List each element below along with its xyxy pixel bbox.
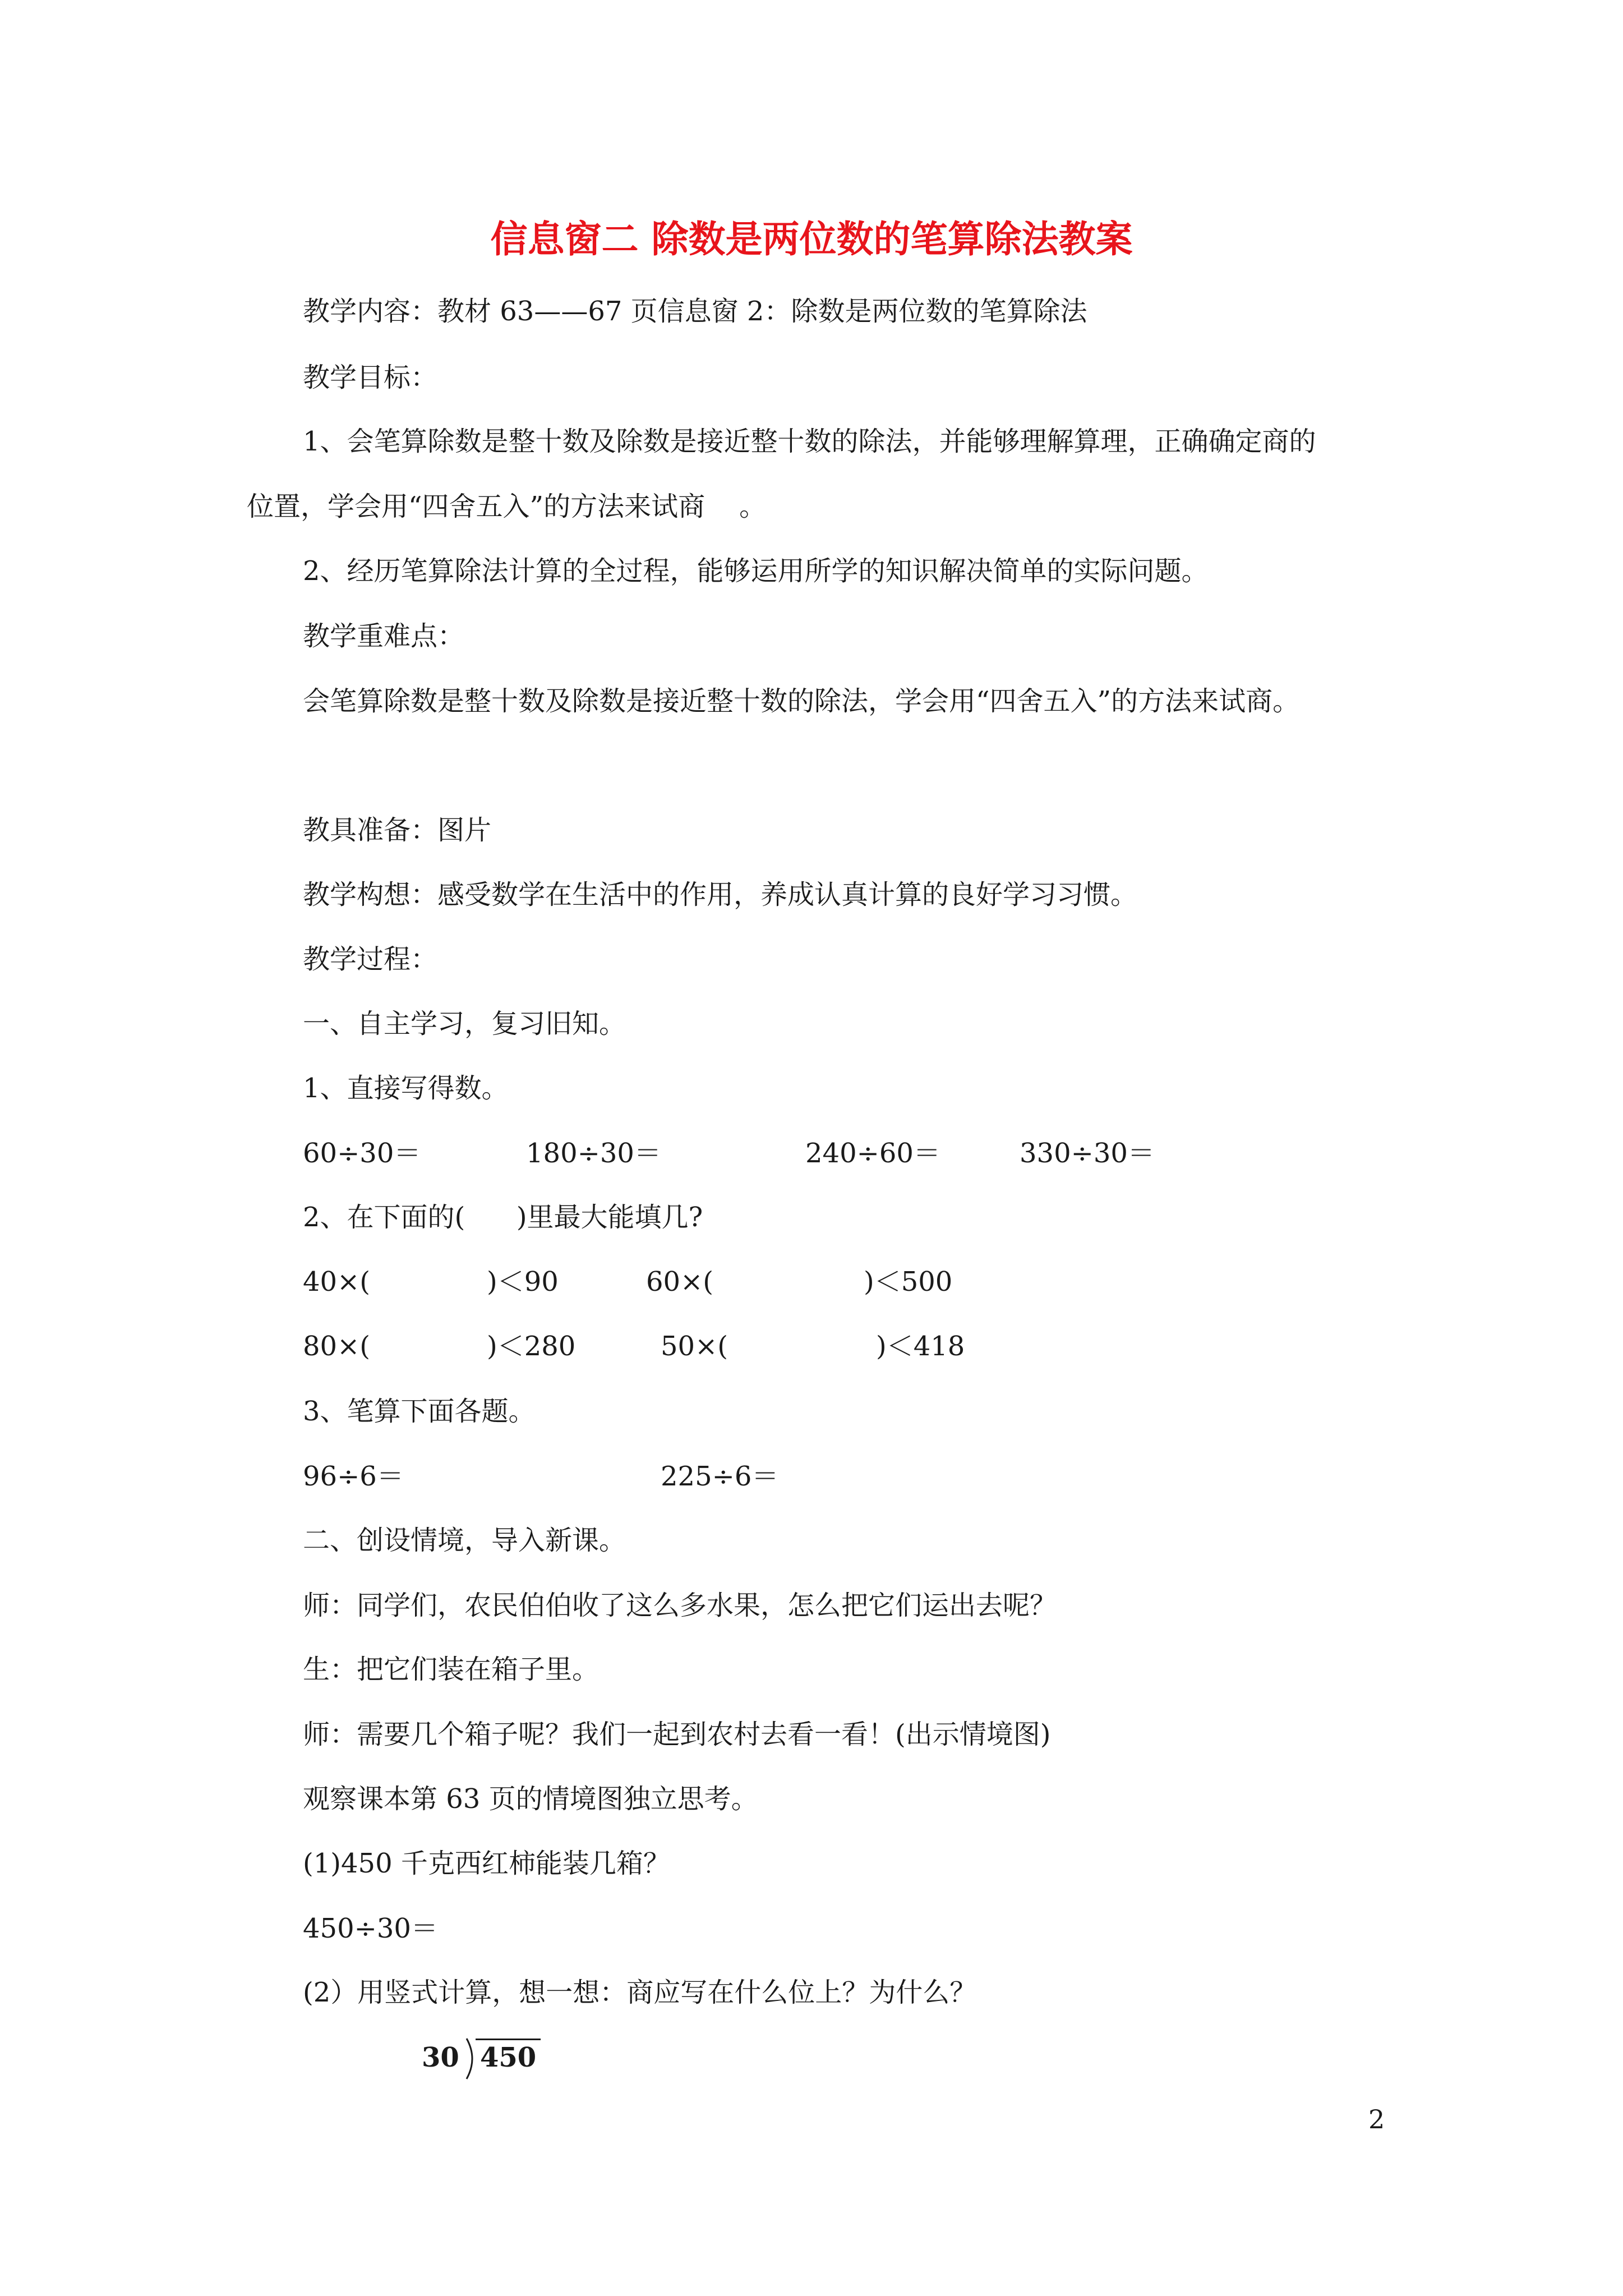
question-2: 2、在下面的( )里最大能填几? (303, 1202, 703, 1233)
teacher-line-2: 师：需要几个箱子呢？我们一起到农村去看一看！(出示情境图) (303, 1719, 1051, 1750)
section-1-heading: 一、自主学习，复习旧知。 (303, 1008, 626, 1039)
question-1: 1、直接写得数。 (303, 1073, 509, 1104)
problem-2: (2）用竖式计算，想一想：商应写在什么位上？为什么？ (303, 1977, 977, 2008)
q1-item: 330÷30＝ (1020, 1138, 1155, 1169)
q2-cell: 50×( (661, 1331, 728, 1362)
long-division (422, 2036, 545, 2081)
q2-cell: )＜90 (487, 1266, 559, 1297)
long-division-bar (476, 2039, 541, 2040)
teacher-line-1: 师：同学们，农民伯伯收了这么多水果，怎么把它们运出去呢？ (303, 1590, 1057, 1621)
goal-heading: 教学目标： (303, 362, 438, 393)
q2-cell: 60×( (646, 1266, 714, 1297)
student-line-1: 生：把它们装在箱子里。 (303, 1654, 600, 1685)
q3-item: 96÷6＝ (303, 1461, 404, 1492)
q1-item: 60÷30＝ (303, 1138, 421, 1169)
document-title: 信息窗二 除数是两位数的笔算除法教案 (490, 218, 1133, 261)
teaching-idea: 教学构想：感受数学在生活中的作用，养成认真计算的良好学习习惯。 (303, 879, 1138, 910)
q1-item: 240÷60＝ (805, 1138, 940, 1169)
goal-2: 2、经历笔算除法计算的全过程，能够运用所学的知识解决简单的实际问题。 (303, 555, 1209, 587)
long-division-bracket (463, 2036, 480, 2081)
teaching-process-heading: 教学过程： (303, 944, 438, 975)
q2-cell: )＜500 (864, 1266, 953, 1297)
q1-item: 180÷30＝ (526, 1138, 661, 1169)
teaching-tools: 教具准备：图片 (303, 815, 492, 846)
teaching-content: 教学内容：教材 63——67 页信息窗 2：除数是两位数的笔算除法 (303, 296, 1087, 327)
key-points-text: 会笔算除数是整十数及除数是接近整十数的除法，学会用“四舍五入”的方法来试商。 (303, 685, 1300, 717)
observe-instruction: 观察课本第 63 页的情境图独立思考。 (303, 1783, 758, 1815)
key-points-heading: 教学重难点： (303, 620, 465, 652)
q2-cell: 40×( (303, 1266, 371, 1297)
problem-1-equation: 450÷30＝ (303, 1913, 438, 1944)
long-division-divisor: 30 (422, 2042, 459, 2073)
goal-1-line-2: 位置，学会用“四舍五入”的方法来试商 。 (247, 491, 767, 522)
q2-cell: 80×( (303, 1331, 371, 1362)
section-2-heading: 二、创设情境，导入新课。 (303, 1525, 626, 1556)
page-number: 2 (1368, 2104, 1385, 2134)
q2-cell: )＜418 (876, 1331, 965, 1362)
problem-1: (1)450 千克西红柿能装几箱？ (303, 1848, 670, 1879)
question-3: 3、笔算下面各题。 (303, 1396, 536, 1427)
q3-item: 225÷6＝ (661, 1461, 779, 1492)
long-division-dividend: 450 (480, 2042, 537, 2073)
q2-cell: )＜280 (487, 1331, 576, 1362)
goal-1-line-1: 1、会笔算除数是整十数及除数是接近整十数的除法，并能够理解算理，正确确定商的 (303, 426, 1316, 457)
